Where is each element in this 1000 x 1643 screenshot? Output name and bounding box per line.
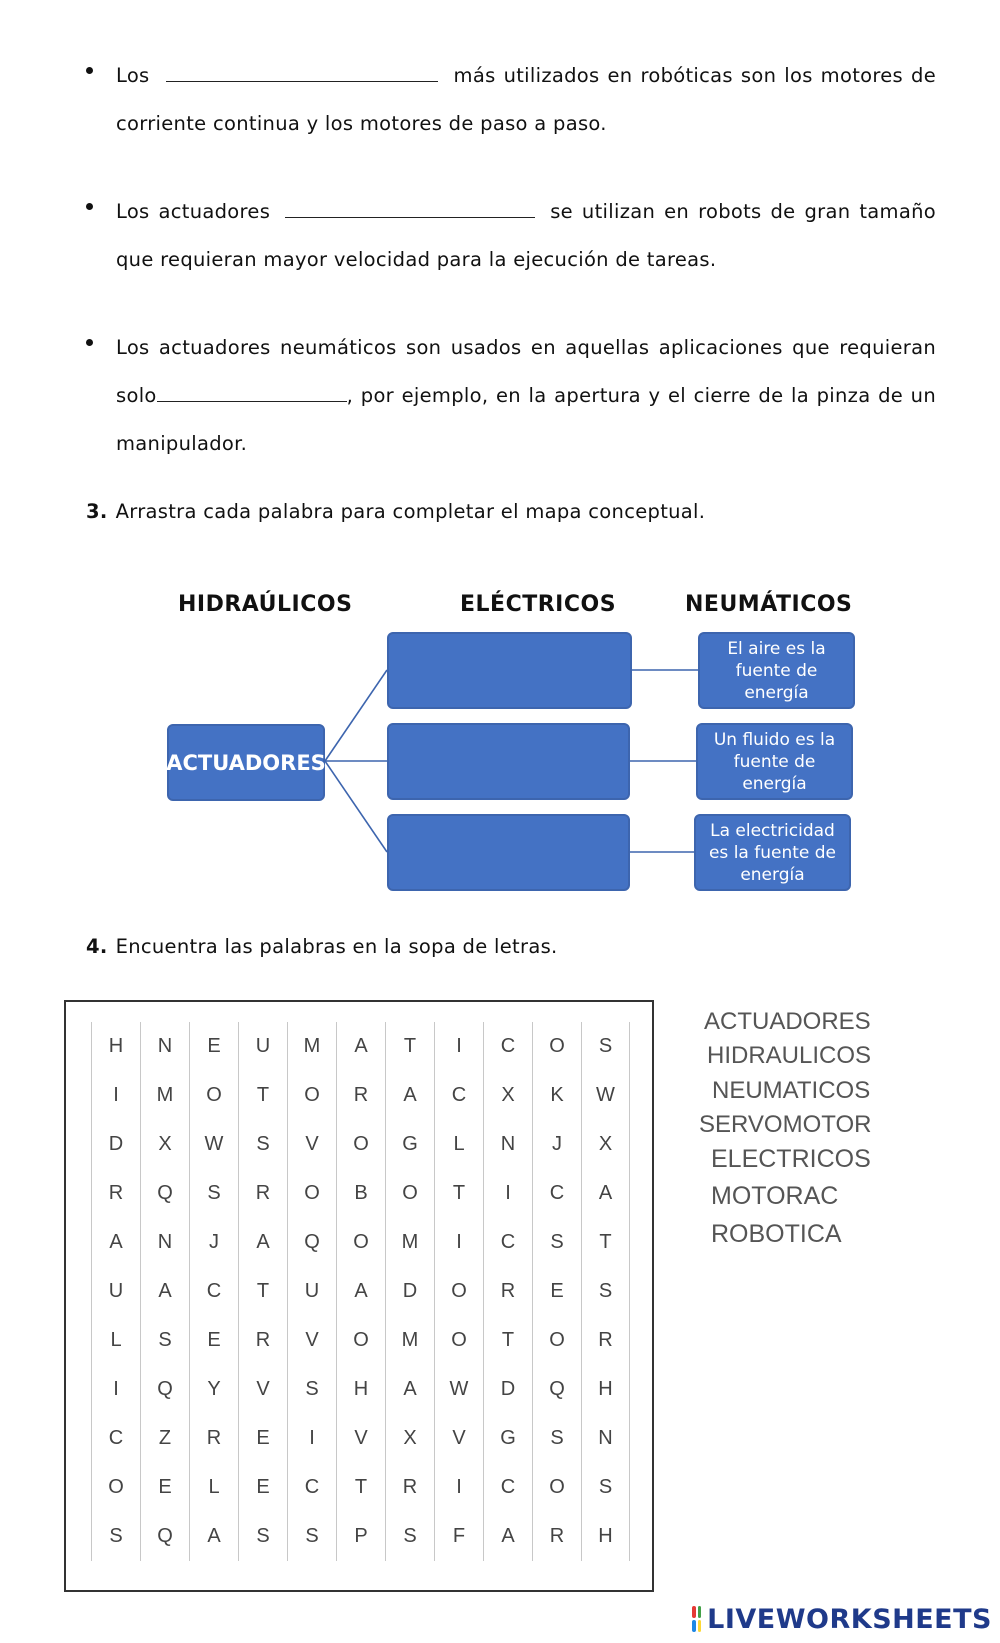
word-search-cell[interactable]: S <box>91 1512 140 1561</box>
word-search-cell[interactable]: S <box>581 1022 630 1071</box>
word-search-cell[interactable]: S <box>238 1512 287 1561</box>
word-search-cell[interactable]: E <box>238 1463 287 1512</box>
drop-zone-3[interactable] <box>387 814 630 891</box>
word-search-cell[interactable]: E <box>189 1316 238 1365</box>
description-fluido <box>696 723 853 800</box>
drop-zone-1[interactable] <box>387 632 632 709</box>
word-search-cell[interactable]: Y <box>189 1365 238 1414</box>
word-search-cell[interactable]: Z <box>140 1414 189 1463</box>
word-search-cell[interactable]: V <box>287 1120 336 1169</box>
word-search-cell[interactable]: S <box>287 1365 336 1414</box>
fill-in-2-after: se utilizan en robots de gran tamaño que requieran mayor velocidad para la ejecución de tareas. <box>116 200 936 271</box>
word-search-cell[interactable]: C <box>483 1218 532 1267</box>
word-search-cell[interactable]: H <box>581 1512 630 1561</box>
description-aire <box>698 632 855 709</box>
word-search-cell[interactable]: M <box>385 1316 434 1365</box>
word-search-cell[interactable]: X <box>140 1120 189 1169</box>
word-search-cell[interactable]: H <box>336 1365 385 1414</box>
word-list-item: MOTORAC <box>711 1182 839 1210</box>
word-search-cell[interactable]: S <box>532 1218 581 1267</box>
question-4-number: 4. <box>86 935 108 958</box>
word-search-cell[interactable]: J <box>532 1120 581 1169</box>
word-search-cell[interactable]: G <box>483 1414 532 1463</box>
word-search-cell[interactable]: T <box>238 1071 287 1120</box>
word-search-cell[interactable]: A <box>238 1218 287 1267</box>
word-search-cell[interactable]: C <box>287 1463 336 1512</box>
word-search-cell[interactable]: T <box>483 1316 532 1365</box>
word-search-cell[interactable]: S <box>287 1512 336 1561</box>
word-search-cell[interactable]: O <box>91 1463 140 1512</box>
word-search-cell[interactable]: O <box>287 1071 336 1120</box>
word-search-cell[interactable]: Q <box>287 1218 336 1267</box>
word-search-cell[interactable]: O <box>287 1169 336 1218</box>
word-search-cell[interactable]: N <box>581 1414 630 1463</box>
word-search-cell[interactable]: G <box>385 1120 434 1169</box>
word-search-cell[interactable]: T <box>385 1022 434 1071</box>
drop-zone-2[interactable] <box>387 723 630 800</box>
word-search-cell[interactable]: U <box>238 1022 287 1071</box>
word-search-cell[interactable]: I <box>434 1218 483 1267</box>
word-search-cell[interactable]: T <box>238 1267 287 1316</box>
word-list-item: ACTUADORES <box>704 1008 871 1035</box>
word-search-cell[interactable]: I <box>91 1365 140 1414</box>
description-fluido-text: Un fluido es la fuente de energía <box>713 729 836 794</box>
liveworksheets-logo-icon <box>692 1606 701 1632</box>
word-search-cell[interactable]: R <box>581 1316 630 1365</box>
word-search-cell[interactable]: U <box>287 1267 336 1316</box>
word-search-cell[interactable]: H <box>91 1022 140 1071</box>
word-search-cell[interactable]: S <box>385 1512 434 1561</box>
word-search-grid <box>91 1022 630 1561</box>
word-search-cell[interactable]: E <box>532 1267 581 1316</box>
fill-in-1-after: más utilizados en robóticas son los motores de corriente continua y los motores de paso a paso. <box>116 64 937 135</box>
word-search-cell[interactable]: B <box>336 1169 385 1218</box>
word-search-cell[interactable]: A <box>140 1267 189 1316</box>
word-search-cell[interactable]: O <box>385 1169 434 1218</box>
word-search-cell[interactable]: A <box>483 1512 532 1561</box>
word-search-cell[interactable]: H <box>581 1365 630 1414</box>
connector-line <box>325 761 387 852</box>
word-search-cell[interactable]: E <box>189 1022 238 1071</box>
word-search-cell[interactable]: V <box>287 1316 336 1365</box>
word-search-cell[interactable]: O <box>532 1022 581 1071</box>
word-search-cell[interactable]: A <box>189 1512 238 1561</box>
description-electricidad-text: La electricidad es la fuente de energía <box>708 820 837 885</box>
word-search-cell[interactable]: A <box>336 1022 385 1071</box>
logo-square <box>692 1606 696 1618</box>
drag-word-neumaticos[interactable]: NEUMÁTICOS <box>685 592 853 617</box>
word-search-cell[interactable]: R <box>385 1463 434 1512</box>
word-search-cell[interactable]: T <box>581 1218 630 1267</box>
word-search-cell[interactable]: P <box>336 1512 385 1561</box>
word-search-cell[interactable]: X <box>581 1120 630 1169</box>
fill-in-1-before: Los <box>116 64 150 87</box>
word-search-cell[interactable]: M <box>385 1218 434 1267</box>
word-search-cell[interactable]: V <box>434 1414 483 1463</box>
liveworksheets-logo-text: LIVEWORKSHEETS <box>707 1603 992 1635</box>
word-search-cell[interactable]: N <box>140 1022 189 1071</box>
word-search-cell[interactable]: S <box>581 1267 630 1316</box>
description-electricidad <box>694 814 851 891</box>
word-search-cell[interactable]: O <box>532 1316 581 1365</box>
logo-square <box>698 1620 702 1632</box>
word-search-cell[interactable]: F <box>434 1512 483 1561</box>
word-search-cell[interactable]: R <box>238 1169 287 1218</box>
fill-in-3-before: Los actuadores neumáticos son usados en aquellas aplicaciones que requieran solo <box>116 336 936 407</box>
concept-root-actuadores <box>167 724 325 801</box>
word-search-cell[interactable]: O <box>434 1316 483 1365</box>
word-search-cell[interactable]: L <box>434 1120 483 1169</box>
word-search-cell[interactable]: R <box>483 1267 532 1316</box>
word-search-cell[interactable]: Q <box>140 1512 189 1561</box>
word-search-cell[interactable]: R <box>336 1071 385 1120</box>
word-search-frame <box>64 1000 654 1592</box>
word-search-cell[interactable]: V <box>238 1365 287 1414</box>
word-list-item: HIDRAULICOS <box>707 1042 872 1069</box>
drag-word-hidraulicos[interactable]: HIDRAÚLICOS <box>178 592 353 617</box>
word-search-cell[interactable]: E <box>140 1463 189 1512</box>
word-list-item: SERVOMOTOR <box>699 1111 872 1138</box>
word-search-cell[interactable]: A <box>385 1365 434 1414</box>
word-search-cell[interactable]: R <box>238 1316 287 1365</box>
word-search-cell[interactable]: L <box>91 1316 140 1365</box>
concept-root-label: ACTUADORES <box>166 750 326 775</box>
question-3-text: Arrastra cada palabra para completar el mapa conceptual. <box>115 500 706 523</box>
word-search-cell[interactable]: M <box>287 1022 336 1071</box>
word-search-cell[interactable]: O <box>336 1120 385 1169</box>
word-search-cell[interactable]: I <box>483 1169 532 1218</box>
word-search-cell[interactable]: O <box>434 1267 483 1316</box>
word-search-cell[interactable]: S <box>140 1316 189 1365</box>
word-search-cell[interactable]: N <box>140 1218 189 1267</box>
description-aire-text: El aire es la fuente de energía <box>727 638 826 703</box>
word-search-cell[interactable]: L <box>189 1463 238 1512</box>
word-search-cell[interactable]: Q <box>140 1169 189 1218</box>
liveworksheets-logo <box>692 1600 992 1638</box>
word-search-cell[interactable]: Q <box>140 1365 189 1414</box>
word-search-cell[interactable]: D <box>483 1365 532 1414</box>
word-search-cell[interactable]: W <box>434 1365 483 1414</box>
word-search-cell[interactable]: O <box>336 1218 385 1267</box>
word-search-cell[interactable]: A <box>336 1267 385 1316</box>
word-search-cell[interactable]: X <box>483 1071 532 1120</box>
word-search-cell[interactable]: S <box>581 1463 630 1512</box>
word-search-cell[interactable]: M <box>140 1071 189 1120</box>
word-search-cell[interactable]: C <box>91 1414 140 1463</box>
word-search-cell[interactable]: Q <box>532 1365 581 1414</box>
word-search-cell[interactable]: D <box>91 1120 140 1169</box>
word-search-cell[interactable]: W <box>189 1120 238 1169</box>
logo-square <box>692 1620 696 1632</box>
word-search-cell[interactable]: R <box>189 1414 238 1463</box>
word-search-cell[interactable]: C <box>434 1071 483 1120</box>
question-4-text: Encuentra las palabras en la sopa de letras. <box>115 935 558 958</box>
word-search-cell[interactable]: R <box>532 1512 581 1561</box>
word-list-item: ELECTRICOS <box>711 1145 871 1173</box>
word-list-item: ROBOTICA <box>711 1220 842 1248</box>
word-search-cell[interactable]: R <box>91 1169 140 1218</box>
word-search-cell[interactable]: I <box>287 1414 336 1463</box>
word-search-cell[interactable]: C <box>483 1463 532 1512</box>
question-3-number: 3. <box>86 500 108 523</box>
word-search-cell[interactable]: C <box>189 1267 238 1316</box>
word-search-cell[interactable]: S <box>189 1169 238 1218</box>
word-search-cell[interactable]: W <box>581 1071 630 1120</box>
word-search-cell[interactable]: K <box>532 1071 581 1120</box>
word-search-cell[interactable]: E <box>238 1414 287 1463</box>
word-list-item: NEUMATICOS <box>712 1077 871 1104</box>
word-search-cell[interactable]: V <box>336 1414 385 1463</box>
word-search-cell[interactable]: X <box>385 1414 434 1463</box>
word-search-cell[interactable]: O <box>532 1463 581 1512</box>
word-search-cell[interactable]: C <box>532 1169 581 1218</box>
word-search-cell[interactable]: I <box>91 1071 140 1120</box>
word-search-cell[interactable]: N <box>483 1120 532 1169</box>
logo-square <box>698 1606 702 1618</box>
word-search-cell[interactable]: A <box>385 1071 434 1120</box>
drag-word-electricos[interactable]: ELÉCTRICOS <box>460 592 617 617</box>
word-search-cell[interactable]: U <box>91 1267 140 1316</box>
word-search-cell[interactable]: O <box>189 1071 238 1120</box>
word-search-cell[interactable]: C <box>483 1022 532 1071</box>
word-search-cell[interactable]: S <box>238 1120 287 1169</box>
word-search-cell[interactable]: T <box>336 1463 385 1512</box>
word-search-cell[interactable]: I <box>434 1022 483 1071</box>
word-search-cell[interactable]: O <box>336 1316 385 1365</box>
fill-in-2-before: Los actuadores <box>116 200 271 223</box>
word-search-cell[interactable]: I <box>434 1463 483 1512</box>
fill-in-3-after: , por ejemplo, en la apertura y el cierre de la pinza de un manipulador. <box>116 384 936 455</box>
word-search-cell[interactable]: D <box>385 1267 434 1316</box>
connector-line <box>325 670 387 761</box>
word-search-cell[interactable]: J <box>189 1218 238 1267</box>
word-search-cell[interactable]: A <box>91 1218 140 1267</box>
word-search-cell[interactable]: A <box>581 1169 630 1218</box>
question-4-title <box>86 935 558 958</box>
word-search-cell[interactable]: T <box>434 1169 483 1218</box>
word-search-cell[interactable]: S <box>532 1414 581 1463</box>
